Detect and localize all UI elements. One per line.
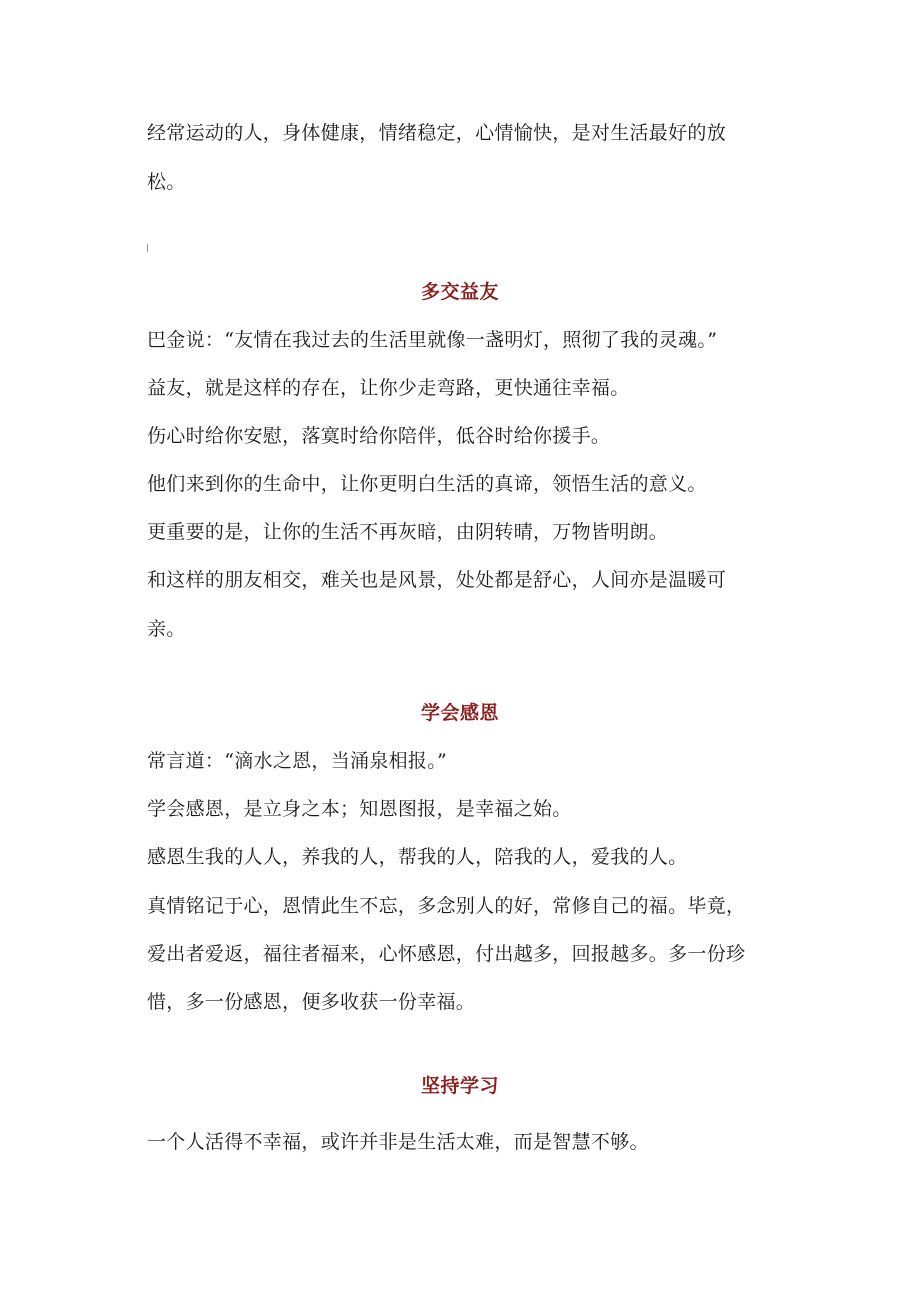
friends-line-2: 益友，就是这样的存在，让你少走弯路，更快通往幸福。 [147, 377, 630, 399]
gratitude-line-6: 惜，多一份感恩，便多收获一份幸福。 [147, 991, 476, 1013]
section-heading-learning: 坚持学习 [420, 1075, 499, 1097]
friends-line-5: 更重要的是，让你的生活不再灰暗，由阴转晴，万物皆明朗。 [147, 521, 669, 543]
gratitude-line-4: 真情铭记于心，恩情此生不忘，多念别人的好，常修自己的福。毕竟， [147, 895, 746, 917]
cursor-mark [147, 244, 148, 252]
section-heading-friends: 多交益友 [420, 281, 499, 303]
section-heading-gratitude: 学会感恩 [420, 702, 499, 724]
gratitude-line-5: 爱出者爱返，福往者福来，心怀感恩，付出越多，回报越多。多一份珍 [147, 943, 746, 965]
gratitude-line-2: 学会感恩，是立身之本；知恩图报，是幸福之始。 [147, 798, 572, 820]
learning-line-1: 一个人活得不幸福，或许并非是生活太难，而是智慧不够。 [147, 1131, 649, 1153]
friends-line-4: 他们来到你的生命中，让你更明白生活的真谛，领悟生活的意义。 [147, 473, 707, 495]
intro-line-2: 松。 [147, 171, 186, 193]
friends-line-6: 和这样的朋友相交，难关也是风景，处处都是舒心，人间亦是温暖可 [147, 569, 727, 591]
friends-line-3: 伤心时给你安慰，落寞时给你陪伴，低谷时给你援手。 [147, 425, 611, 447]
gratitude-line-3: 感恩生我的人人，养我的人，帮我的人，陪我的人，爱我的人。 [147, 846, 688, 868]
gratitude-line-1: 常言道：“滴水之恩，当涌泉相报。” [147, 750, 448, 772]
friends-line-1: 巴金说：“友情在我过去的生活里就像一盏明灯，照彻了我的灵魂。” [147, 329, 718, 351]
intro-line-1: 经常运动的人，身体健康，情绪稳定，心情愉快，是对生活最好的放 [147, 122, 727, 144]
friends-line-7: 亲。 [147, 618, 186, 640]
